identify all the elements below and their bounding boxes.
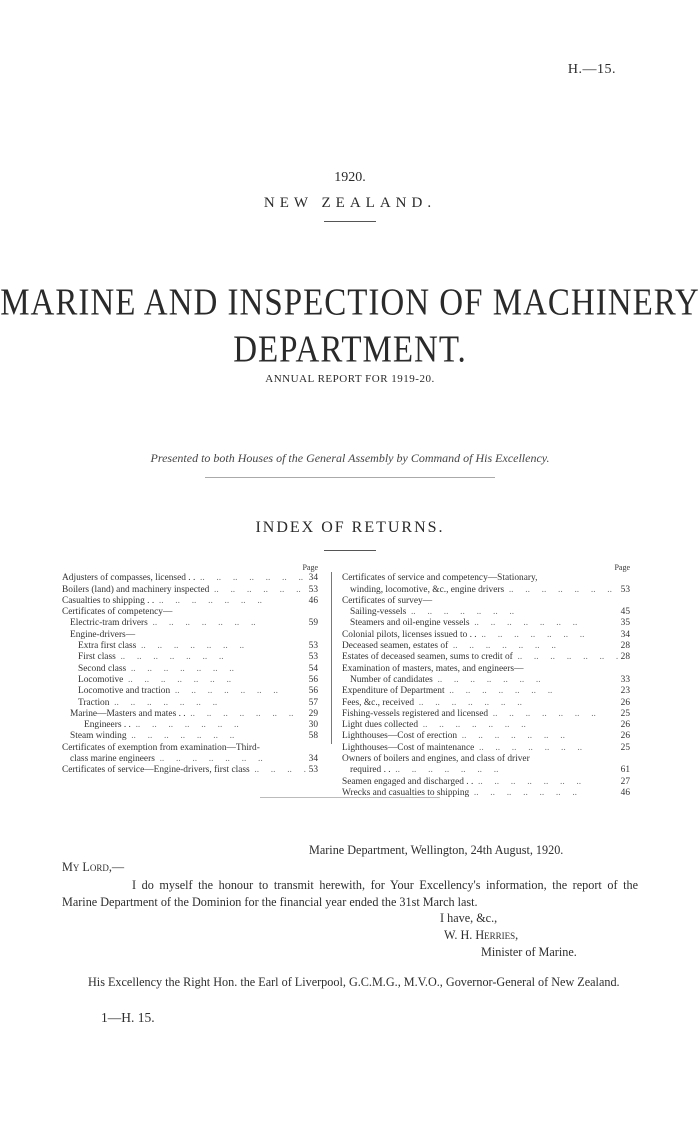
index-entry-label: Certificates of service—Engine-drivers, first class .. [62, 765, 318, 775]
index-entry-label: Owners of boilers and engines, and class of driver [342, 754, 530, 765]
index-entry-label: class marine engineers .. [70, 754, 265, 764]
index-entry-page: 34 [618, 630, 630, 641]
index-entry-page: 53 [618, 585, 630, 596]
index-entry [342, 675, 630, 686]
index-entry-label: Adjusters of compasses, licensed . . .. [62, 573, 305, 583]
letter-body: I do myself the honour to transmit herewith, for Your Excellency's information, the report of the Marine Department of the Dominion for the financial year ended the 31st March last. [62, 878, 638, 909]
index-entry-label: Lighthouses—Cost of maintenance .. [342, 743, 584, 753]
index-entry-page: 25 [618, 709, 630, 720]
index-entry [342, 720, 630, 731]
salutation-text: My Lord,— [62, 860, 125, 874]
index-entry-page: 54 [306, 664, 318, 675]
index-entry-label: Engineers . . .. [84, 720, 241, 730]
index-entry-label: Second class .. [78, 664, 236, 674]
index-entry-label: winding, locomotive, &c., engine drivers .. [350, 585, 614, 595]
letter-dateline: Marine Department, Wellington, 24th August, 1920. [309, 843, 564, 857]
index-entry-page: 56 [306, 675, 318, 686]
index-entry-label: Steam winding .. [70, 731, 236, 741]
index-entry-label: Electric-tram drivers .. [70, 618, 258, 628]
index-entry-label: Boilers (land) and machinery inspected .. [62, 585, 318, 595]
index-entry-page: 27 [618, 777, 630, 788]
letter-signer [444, 928, 518, 943]
index-entry [62, 596, 318, 607]
index-entry [342, 765, 630, 776]
index-entry-label: First class .. [78, 652, 226, 662]
index-entry [62, 709, 318, 720]
index-entry-label: Certificates of competency— [62, 607, 173, 618]
index-entry-label: Lighthouses—Cost of erection .. [342, 731, 567, 741]
divider-rule [260, 797, 440, 798]
index-entry-page: 28 [618, 652, 630, 663]
index-entry-label: Certificates of service and competency—Stationary, [342, 573, 538, 584]
index-entry-page: 33 [618, 675, 630, 686]
index-entry-label: Steamers and oil-engine vessels .. [350, 618, 579, 628]
index-entry [62, 607, 318, 618]
index-entry-page: 46 [306, 596, 318, 607]
index-entry [62, 765, 318, 776]
divider-rule [205, 477, 495, 478]
index-entry-page: 28 [618, 641, 630, 652]
index-entry [62, 686, 318, 697]
index-entry [342, 731, 630, 742]
index-entry-label: Marine—Masters and mates . . .. [70, 709, 295, 719]
signer-title: Minister of Marine. [481, 945, 577, 959]
index-entry-page: 34 [306, 754, 318, 765]
index-entry-page: 30 [306, 720, 318, 731]
index-entry-label: Certificates of exemption from examination—Third- [62, 742, 260, 753]
index-entry [342, 743, 630, 754]
index-entry [342, 573, 630, 584]
index-entry-page: 53 [306, 765, 318, 776]
index-entry-label: Traction .. [78, 698, 219, 708]
index-entry [62, 675, 318, 686]
index-entry-label: Casualties to shipping . . .. [62, 596, 264, 606]
index-entry-label: Examination of masters, mates, and engineers— [342, 663, 524, 674]
index-entry [62, 720, 318, 731]
index-entry-label: Seamen engaged and discharged . . .. [342, 777, 583, 787]
index-entry-label: Locomotive .. [78, 675, 233, 685]
presented-note: Presented to both Houses of the General Assembly by Command of His Excellency. [150, 451, 550, 465]
index-entry-label: Colonial pilots, licenses issued to . . .. [342, 630, 586, 640]
index-entry-page: 57 [306, 698, 318, 709]
index-entry [342, 709, 630, 720]
letter-addressee: His Excellency the Right Hon. the Earl of Liverpool, G.C.M.G., M.V.O., Governor-General of New Zealand. [88, 975, 620, 989]
index-entry [342, 664, 630, 675]
index-entry-page: 53 [306, 641, 318, 652]
index-entry [62, 664, 318, 675]
index-entry [62, 573, 318, 584]
index-entry-label: Certificates of survey— [342, 595, 433, 606]
index-entry-page: 53 [306, 652, 318, 663]
index-entry [342, 618, 630, 629]
divider-rule [324, 550, 376, 551]
letter-closing: I have, &c., [440, 911, 498, 925]
index-entry [342, 686, 630, 697]
index-entry-label: Light dues collected .. [342, 720, 528, 730]
divider-rule [324, 221, 376, 222]
signer-name: W. H. Herries, [444, 928, 519, 942]
index-right-column [342, 562, 630, 799]
index-entry-page: 35 [618, 618, 630, 629]
index-entry-label: Estates of deceased seamen, sums to credit of .. [342, 652, 623, 662]
index-entry-page: 26 [618, 698, 630, 709]
index-left-column [62, 562, 318, 777]
index-entry-page: 58 [306, 731, 318, 742]
index-entry-page: 61 [618, 765, 630, 776]
index-entry-label: Fees, &c., received .. [342, 698, 524, 708]
index-entry [342, 596, 630, 607]
index-entry-page: 34 [306, 573, 318, 584]
index-entry [62, 641, 318, 652]
index-entry-label: Wrecks and casualties to shipping .. [342, 788, 579, 798]
index-entry [342, 630, 630, 641]
index-entry-label: Fishing-vessels registered and licensed .. [342, 709, 598, 719]
page-column-header: Page [614, 563, 630, 572]
year: 1920. [334, 170, 366, 185]
index-entry-page: 29 [306, 709, 318, 720]
index-entry [342, 607, 630, 618]
report-title-line-2: DEPARTMENT. [233, 329, 467, 371]
page-column-header: Page [302, 563, 318, 572]
index-entry-label: Expenditure of Department .. [342, 686, 554, 696]
index-entry [62, 652, 318, 663]
index-entry-page: 59 [306, 618, 318, 629]
index-entry [62, 731, 318, 742]
index-entry-page: 56 [306, 686, 318, 697]
index-title: INDEX OF RETURNS. [255, 519, 445, 536]
index-entry [62, 754, 318, 765]
page-reference: H.—15. [567, 62, 616, 77]
index-entry-page: 26 [618, 720, 630, 731]
index-entry-label: Number of candidates .. [350, 675, 543, 685]
index-entry-label: Engine-drivers— [70, 629, 136, 640]
index-entry [62, 585, 318, 596]
index-entry-page: 53 [306, 585, 318, 596]
index-entry [342, 754, 630, 765]
index-entry-page: 26 [618, 731, 630, 742]
index-entry-label: Sailing-vessels .. [350, 607, 516, 617]
index-entry [342, 585, 630, 596]
report-title-line-1: MARINE AND INSPECTION OF MACHINERY [0, 282, 700, 324]
index-entry [62, 618, 318, 629]
index-entry [342, 777, 630, 788]
letter-salutation [62, 860, 124, 875]
index-entry-label: Locomotive and traction .. [78, 686, 280, 696]
report-subtitle: ANNUAL REPORT FOR 1919-20. [265, 373, 435, 385]
index-entry [62, 698, 318, 709]
index-entry-label: required . . .. [350, 765, 500, 775]
country-heading: NEW ZEALAND. [263, 195, 437, 211]
column-divider [331, 572, 332, 744]
index-entry-label: Deceased seamen, estates of .. [342, 641, 558, 651]
document-number: 1—H. 15. [101, 1010, 155, 1025]
index-entry-page: 23 [618, 686, 630, 697]
index-entry [62, 630, 318, 641]
index-entry [62, 743, 318, 754]
index-entry [342, 652, 630, 663]
index-entry [342, 698, 630, 709]
index-entry [342, 641, 630, 652]
index-entry-label: Extra first class .. [78, 641, 246, 651]
index-entry-page: 46 [618, 788, 630, 799]
index-entry-page: 45 [618, 607, 630, 618]
index-entry-page: 25 [618, 743, 630, 754]
